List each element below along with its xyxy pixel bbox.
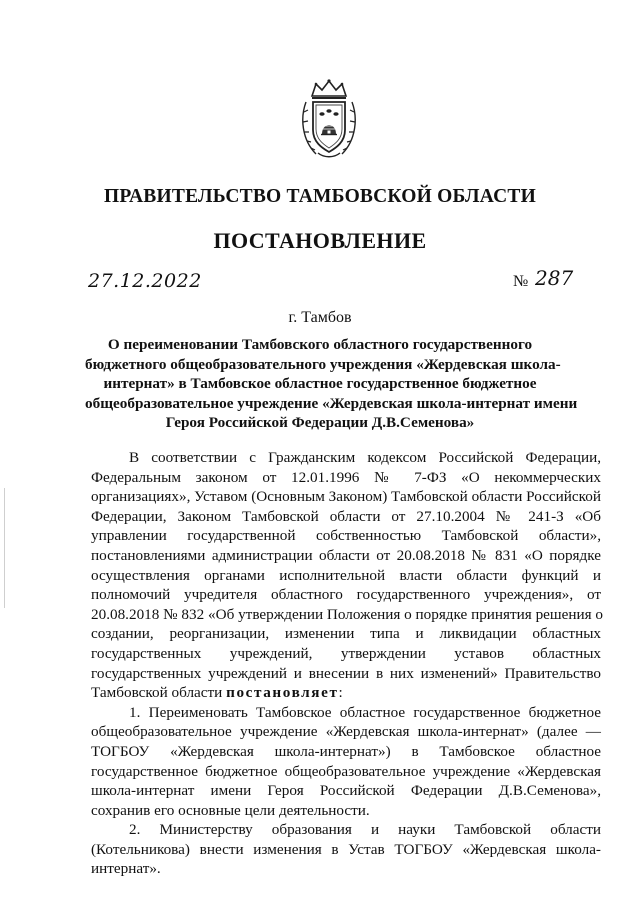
subject-line: О переименовании Тамбовского областного государственного [107,336,533,353]
item1-line: школа-интернат имени Героя Российской Федерации Д.В.Семенова», [91,782,601,800]
body-line: государственных учреждений, утверждении уставов областных [91,644,601,662]
body-line: постановлениями администрации области от 20.08.2018 № 831 «О порядке [91,546,601,564]
document-type-title: ПОСТАНОВЛЕНИЕ [213,228,427,253]
item1-line: государственное бюджетное общеобразовательное учреждение «Жердевская [91,762,601,780]
handwritten-number: 287 [535,266,574,290]
body-line: государственных учреждений и внесении в них изменений» Правительство [91,664,601,682]
subject-line: общеобразовательное учреждение «Жердевская школа-интернат имени [85,394,578,412]
body-line: осуществления органами исполнительной власти области функций и [91,566,601,584]
item1-line: общеобразовательное учреждение «Жердевская школа-интернат» (далее — [91,723,601,741]
decree-subject [85,335,578,433]
subject-line: Героя Российской Федерации Д.В.Семенова» [165,414,475,432]
body-line: Федерации, Законом Тамбовской области от 27.10.2004 № 241-З «Об [91,507,601,525]
item2-line: 2. Министерству образования и науки Тамбовской области [129,821,601,839]
item1-line: сохранив его основные цели деятельности. [91,801,370,819]
body-line: 20.08.2018 № 832 «Об утверждении Положения о порядке принятия решения о [91,605,603,623]
subject-line: бюджетного общеобразовательного учреждения «Жердевская школа- [85,355,561,373]
decree-line-prefix: Тамбовской области [91,684,227,702]
item2-line: интернат». [91,860,161,878]
body-line: полномочий учредителя областного государственного учреждения», от [91,586,601,604]
item1-line: 1. Переименовать Тамбовское областное государственное бюджетное [129,703,601,721]
scan-margin-mark [4,488,5,608]
body-line: создании, реорганизации, изменении типа и ликвидации областных [91,625,601,643]
body-line: организациях», Уставом (Основным Законом) Тамбовской области Российской [91,488,601,506]
handwritten-date: 27.12.2022 [88,270,202,292]
item1-line: ТОГБОУ «Жердевская школа-интернат») в Тамбовское областное [91,742,601,760]
coat-of-arms-emblem [298,78,360,160]
subject-line: интернат» в Тамбовское областное государственное бюджетное [103,375,537,393]
city-label: г. Тамбов [288,309,352,326]
government-title: ПРАВИТЕЛЬСТВО ТАМБОВСКОЙ ОБЛАСТИ [104,186,536,207]
decree-body [91,448,601,879]
decree-line [91,683,601,703]
body-line: В соответствии с Гражданским кодексом Российской Федерации, [129,449,601,466]
decree-word: постановляет [226,684,339,702]
number-sign: № [513,273,529,290]
decree-colon: : [338,684,343,702]
body-line: управлении государственной собственностью Тамбовской области», [91,527,601,545]
item2-line: (Котельникова) внести изменения в Устав ТОГБОУ «Жердевская школа- [91,840,601,858]
body-line: Федеральным законом от 12.01.1996 № 7-ФЗ «О некоммерческих [91,468,601,486]
